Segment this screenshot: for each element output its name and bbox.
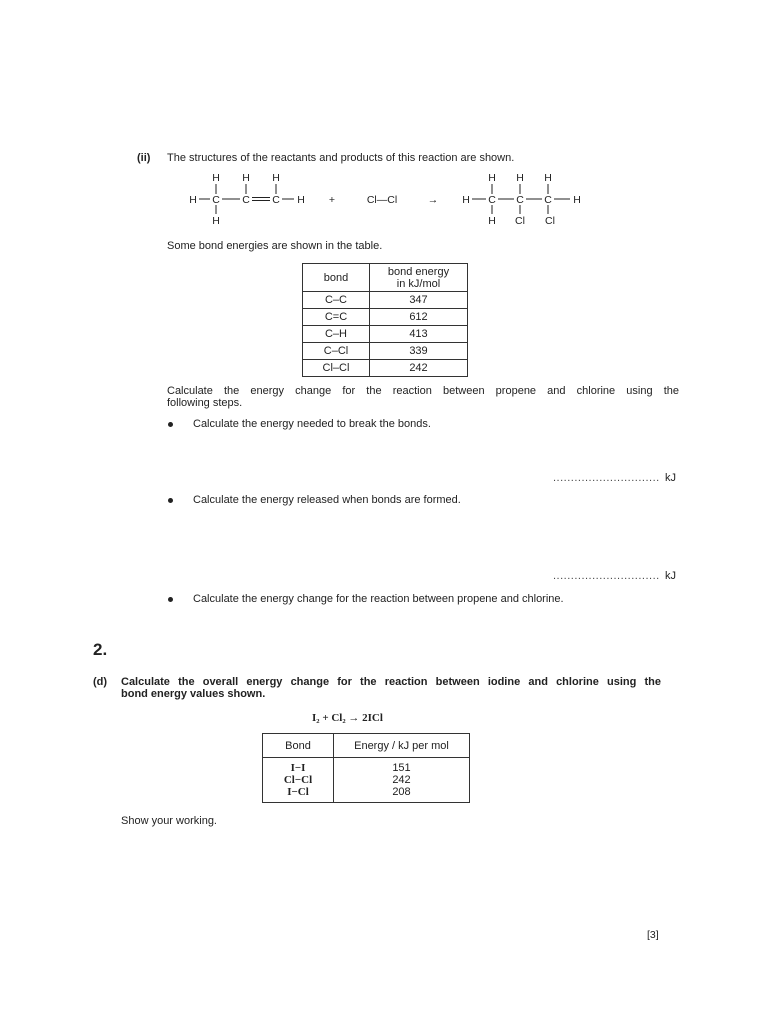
svg-text:H: H (462, 194, 470, 206)
energy-i-i: 151 (392, 762, 411, 774)
reaction-structures (180, 170, 600, 230)
header-energy-line2: in kJ/mol (396, 277, 441, 290)
row-energy: 413 (370, 326, 468, 343)
table-row (303, 360, 468, 377)
header-energy (370, 264, 468, 292)
step-2: Calculate the energy released when bonds are formed. (193, 494, 461, 506)
row-bond: Cl–Cl (303, 360, 370, 377)
svg-text:H: H (189, 194, 197, 206)
step-1: Calculate the energy needed to break the bonds. (193, 418, 431, 430)
svg-text:H: H (242, 172, 250, 184)
svg-text:H: H (212, 215, 220, 227)
iodine-bond-table (262, 733, 470, 803)
product-structure (462, 172, 581, 227)
table-row (303, 343, 468, 360)
step-3: Calculate the energy change for the reaction between propene and chlorine. (193, 593, 564, 605)
bond-cl-cl: Cl−Cl (283, 774, 313, 786)
bond-i-i: I−I (290, 762, 306, 774)
row-energy: 612 (370, 309, 468, 326)
answer-line-2: .............................. (553, 570, 660, 582)
svg-text:H: H (573, 194, 581, 206)
svg-text:Cl: Cl (545, 215, 555, 227)
row-energy: 339 (370, 343, 468, 360)
svg-text:H: H (516, 172, 524, 184)
svg-text:Cl: Cl (515, 215, 525, 227)
part-d-label: (d) (93, 676, 108, 688)
propene-structure (189, 172, 305, 227)
iodine-equation: I₂ + Cl₂ → 2ICl (312, 712, 383, 724)
svg-text:H: H (212, 172, 220, 184)
instruction-line-1: Calculate the energy change for the reaction between propene and chlorine using the (167, 385, 679, 397)
table-row (303, 292, 468, 309)
svg-text:C: C (516, 194, 524, 206)
bond-table-intro: Some bond energies are shown in the table. (167, 240, 383, 252)
answer-unit-1: kJ (665, 472, 676, 484)
question-text-line-1: Calculate the overall energy change for the reaction between iodine and chlorine using the (121, 676, 661, 688)
answer-unit-2: kJ (665, 570, 676, 582)
question-number: 2. (93, 640, 108, 659)
intro-text: The structures of the reactants and products of this reaction are shown. (167, 152, 515, 164)
show-working: Show your working. (121, 815, 217, 827)
header-bond: bond (303, 264, 370, 292)
table-row (303, 326, 468, 343)
svg-text:C: C (242, 194, 250, 206)
energy-i-cl: 208 (392, 786, 411, 798)
svg-text:H: H (297, 194, 305, 206)
row-bond: C–C (303, 292, 370, 309)
instruction-line-2: following steps. (167, 397, 243, 409)
svg-text:C: C (544, 194, 552, 206)
table-row (303, 309, 468, 326)
header-energy-line1: bond energy (387, 265, 450, 278)
bond-i-cl: I−Cl (287, 786, 309, 798)
question-text-line-2: bond energy values shown. (121, 688, 266, 700)
bullet-icon (168, 422, 173, 427)
svg-text:H: H (544, 172, 552, 184)
answer-line-1: .............................. (553, 472, 660, 484)
svg-text:C: C (272, 194, 280, 206)
svg-text:H: H (488, 215, 496, 227)
row-bond: C–H (303, 326, 370, 343)
svg-text:H: H (488, 172, 496, 184)
marks: [3] (647, 929, 659, 941)
bullet-icon (168, 498, 173, 503)
header-bond: Bond (263, 734, 334, 758)
reaction-arrow: → (427, 194, 439, 206)
svg-text:C: C (212, 194, 220, 206)
svg-text:C: C (488, 194, 496, 206)
bond-energy-table (302, 263, 468, 377)
bullet-icon (168, 597, 173, 602)
chlorine-molecule: Cl—Cl (366, 194, 398, 206)
row-energy: 347 (370, 292, 468, 309)
row-energy: 242 (370, 360, 468, 377)
row-bond: C=C (303, 309, 370, 326)
svg-text:H: H (272, 172, 280, 184)
row-bond: C–Cl (303, 343, 370, 360)
table-row (263, 758, 470, 803)
header-energy: Energy / kJ per mol (334, 734, 470, 758)
energy-cl-cl: 242 (392, 774, 411, 786)
part-label: (ii) (137, 152, 151, 164)
plus-sign: + (328, 194, 336, 206)
